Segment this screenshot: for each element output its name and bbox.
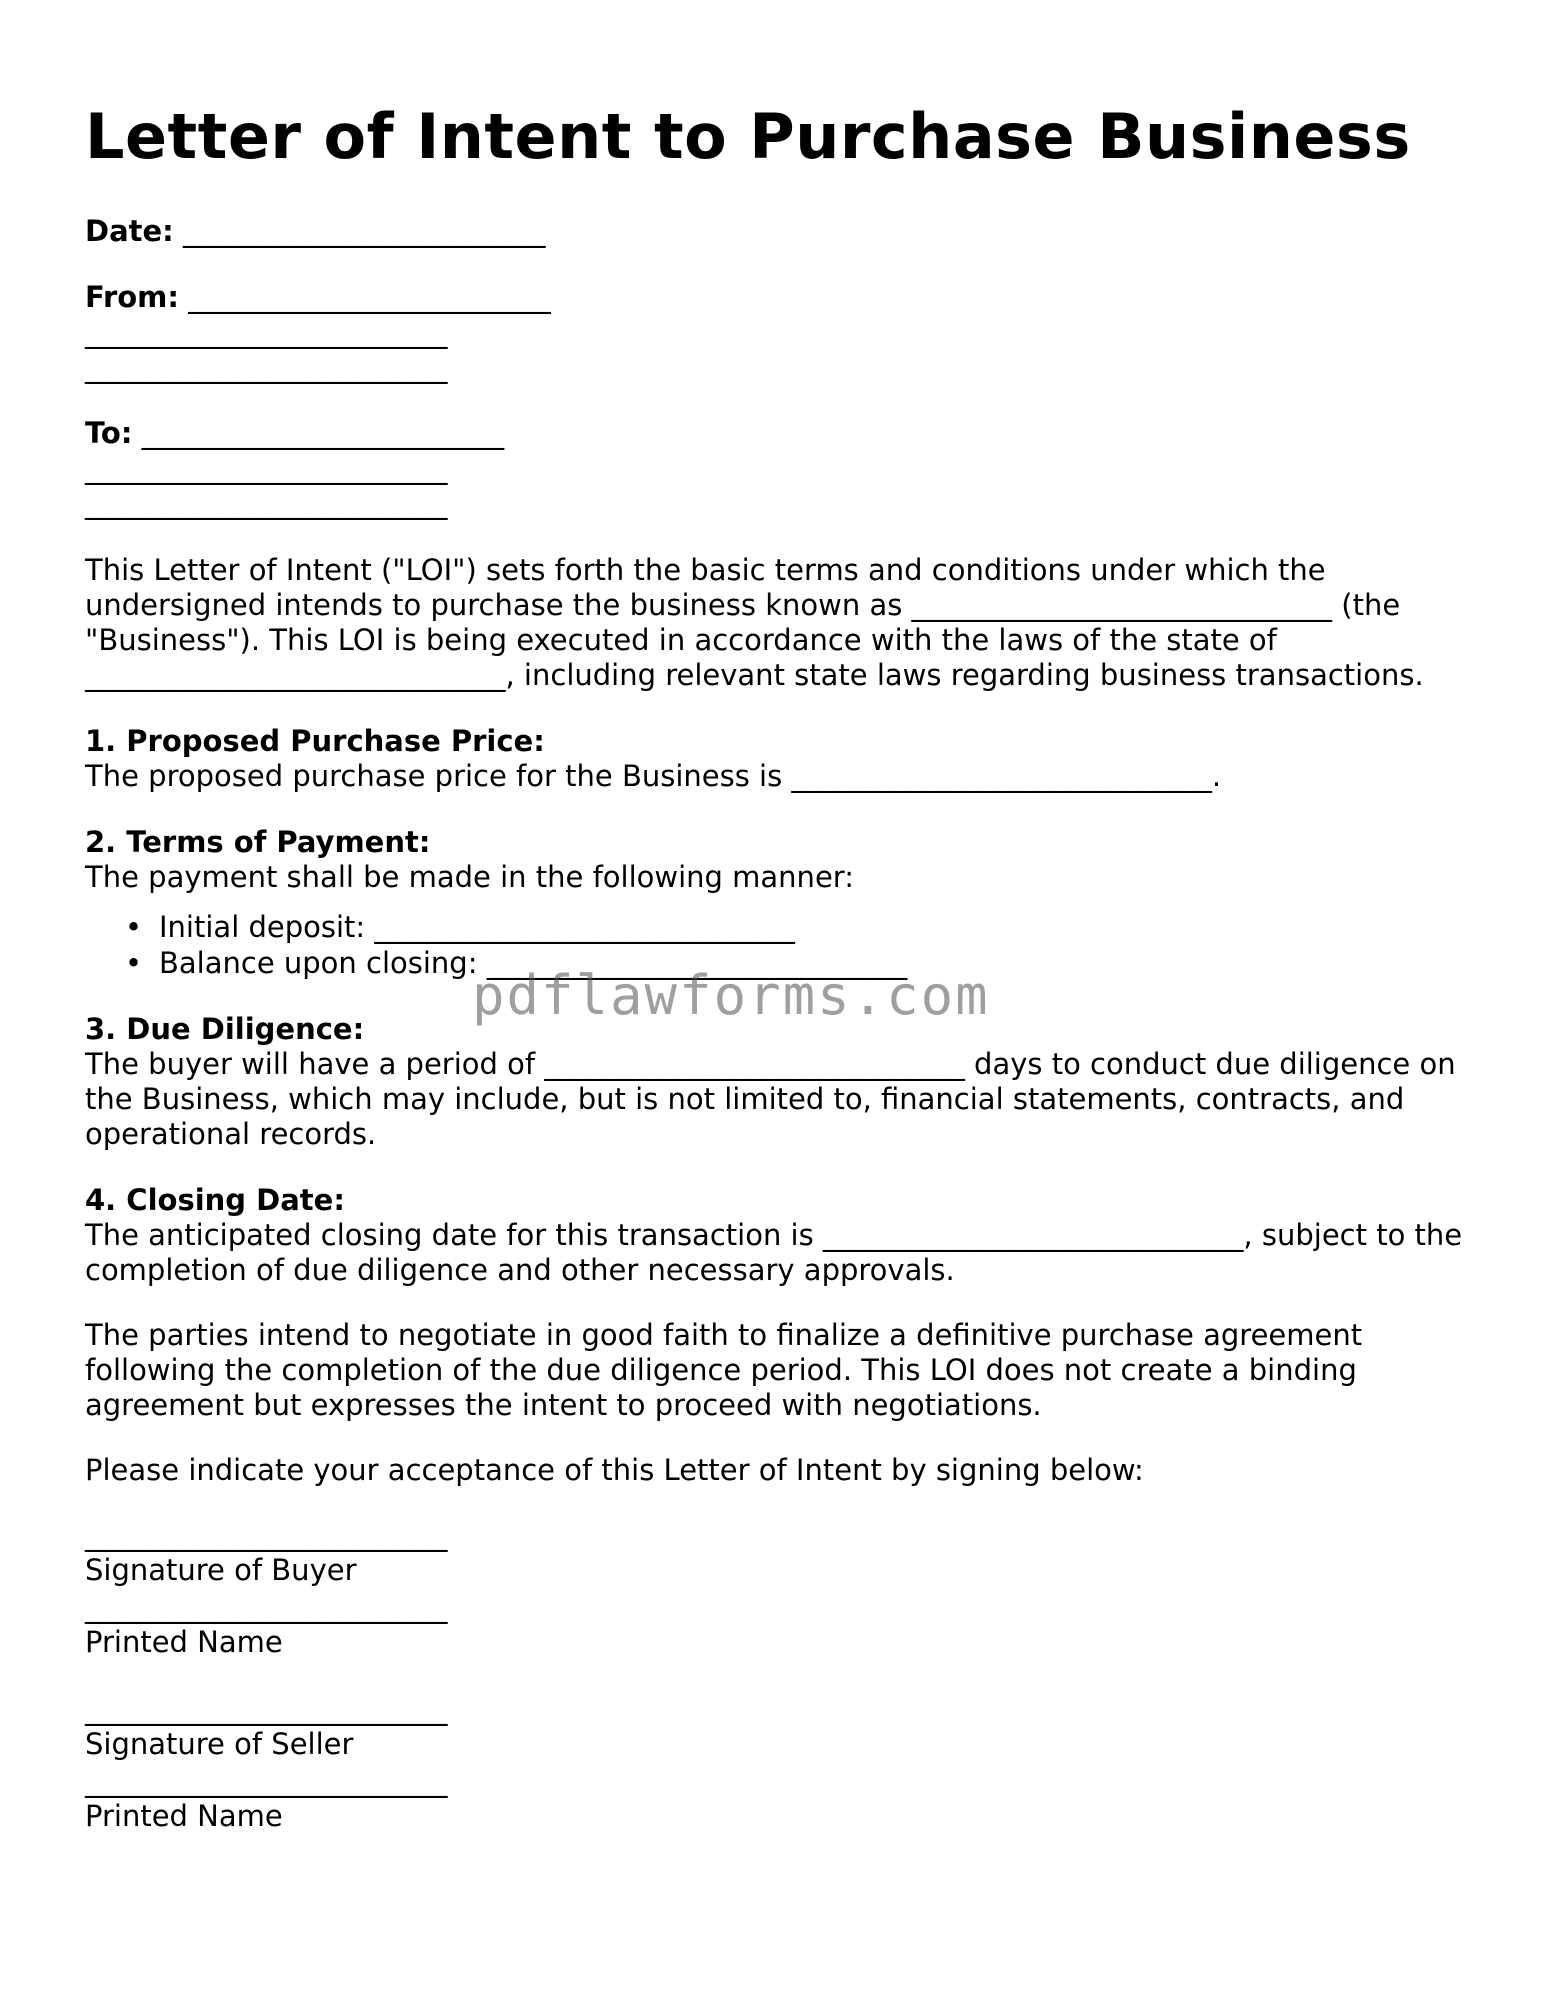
date-label: Date: <box>85 214 174 249</box>
buyer-signature-line[interactable]: _________________________ <box>85 1518 448 1553</box>
section-heading-diligence: 3. Due Diligence: <box>85 1012 365 1047</box>
seller-signature-line[interactable]: _________________________ <box>85 1692 448 1727</box>
bullet-icon: • <box>125 946 143 981</box>
to-field[interactable]: _________________________ <box>132 416 505 451</box>
payment-item-balance: Balance upon closing: _____________________________ <box>159 946 908 981</box>
buyer-printed-name-label: Printed Name <box>85 1625 283 1660</box>
from-field-line-3[interactable]: _________________________ <box>85 350 448 385</box>
negotiation-paragraph: The parties intend to negotiate in good faith to finalize a definitive purchase agreement following the completion of the due diligence period. This LOI does not create a binding agreement but expresses the intent to proceed with negotiations. <box>85 1318 1363 1423</box>
payment-item-deposit: Initial deposit: _____________________________ <box>159 910 795 945</box>
from-line <box>85 280 1475 315</box>
section-heading-payment: 2. Terms of Payment: <box>85 825 431 860</box>
intro-paragraph: This Letter of Intent ("LOI") sets forth the basic terms and conditions under which the undersigned intends to purchase the business known as _____________________________ (the "Business"). This LOI is being executed in accordance with the laws of the state of _____________________________, including relevant state laws regarding business transactions. <box>85 553 1424 693</box>
seller-printed-name-line[interactable]: _________________________ <box>85 1764 448 1799</box>
section-text-closing: The anticipated closing date for this transaction is _____________________________, subject to the completion of due diligence and other necessary approvals. <box>85 1218 1463 1288</box>
section-text-diligence: The buyer will have a period of _____________________________ days to conduct due diligence on the Business, which may include, but is not limited to, financial statements, contracts, and operational records. <box>85 1047 1456 1152</box>
to-field-line-2[interactable]: _________________________ <box>85 451 448 486</box>
from-field[interactable]: _________________________ <box>179 280 551 315</box>
bullet-icon: • <box>125 910 143 945</box>
buyer-printed-name-line[interactable]: _________________________ <box>85 1590 448 1625</box>
acceptance-paragraph: Please indicate your acceptance of this Letter of Intent by signing below: <box>85 1453 1144 1488</box>
date-line <box>85 214 1475 249</box>
section-heading-closing: 4. Closing Date: <box>85 1183 345 1218</box>
list-item <box>125 909 1475 945</box>
from-field-line-2[interactable]: _________________________ <box>85 315 448 350</box>
section-text-payment: The payment shall be made in the following manner: <box>85 860 854 895</box>
to-label: To: <box>85 416 133 451</box>
seller-printed-name-label: Printed Name <box>85 1799 283 1834</box>
from-label: From: <box>85 280 179 315</box>
page-title: Letter of Intent to Purchase Business <box>85 100 1411 173</box>
section-heading-price: 1. Proposed Purchase Price: <box>85 724 545 759</box>
watermark: pdflawforms.com <box>472 964 990 1027</box>
to-field-line-3[interactable]: _________________________ <box>85 486 448 521</box>
to-line <box>85 416 1475 451</box>
buyer-signature-label: Signature of Buyer <box>85 1553 357 1588</box>
date-field[interactable]: _________________________ <box>173 214 546 249</box>
section-text-price: The proposed purchase price for the Business is _____________________________. <box>85 759 1222 794</box>
seller-signature-label: Signature of Seller <box>85 1727 354 1762</box>
